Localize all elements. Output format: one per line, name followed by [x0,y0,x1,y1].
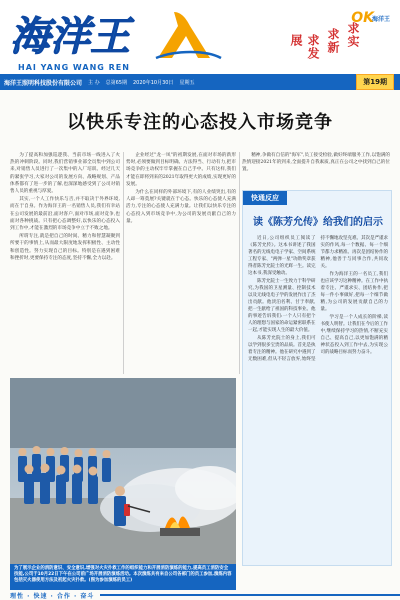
feature-paragraph: 陈芳允院士一生致力于科学研究,为我国的卫星测量、控制技术以及无线电电子学的发展作出了杰出贡献。他淡泊名利、甘于奉献,把一生献给了祖国的科技事业。他的事迹告诉我们:一个人只有把个人的理想与国家的命运紧密联系在一起,才能实现人生的最大价值。 [248,279,316,333]
article-column-1 [10,152,120,374]
footer-rule [100,594,400,596]
info-bar [0,74,400,90]
slogan-line-3: 求发展 [289,34,320,60]
feature-paragraph: 近日,公司组织员工阅读了《陈芳允传》。这本书讲述了我国著名的无线电电子学家、空间系统工程专家、"两弹一星"功勋奖章获得者陈芳允院士的光辉一生。读完这本书,我深受触动。 [248,236,316,276]
article-column-2 [126,152,236,374]
company-name: 海洋王照明科技股份有限公司 [4,79,83,87]
column-divider [123,152,124,374]
fire-drill-photo [10,378,236,564]
slogan-ok: OK [351,10,374,26]
article-paragraph: 其实,一个人工作快乐与否,并不取决于外界环境,而在于自身。作为海洋王的一名销售人员,我们有幸站在公司发展的最前沿,面对客户,面对市场,面对竞争,也面对各种挑战。只有把心态调整好,以快乐的心态投入到工作中,才能在激烈的市场竞争中立于不败之地。 [10,197,120,232]
masthead-latin: HAI YANG WANG REN [18,63,130,72]
feature-paragraph: 学习是一个人成长的阶梯,读书使人明智。让我们在今后的工作中,继续保持学习的热情,不断充实自己、提高自己,以更加饱满的精神状态投入到工作中去,为实现公司的战略目标而努力奋斗。 [320,315,388,355]
article-paragraph: 所谓专注,就是把自己的时间、精力和智慧凝聚到所要干的事情上,从而最大限度地发挥积极性、主动性和创造性。努力实现自己的目标。特别是在遇到困难和挫折时,更要保持专注的态度,坚持不懈,全力以赴。 [10,234,120,261]
slogan-block [262,8,392,68]
feature-title: 读《陈芳允传》给我们的启示 [253,217,383,228]
info-sponsor: 主 办 [88,79,100,86]
photo-caption: 为了展示企业的消防意识、安全意识,增强对火灾扑救工作的组织能力和开展消防演练的能力,提高员工消防安全技能,公司于10月22日下午在公司前广场开展消防演练活动。本次演练共有来自公司各部门的员工参加,演练内容包括灭火器使用方法及初起火灾扑救。(图为参加演练的员工) [10,564,236,590]
article-paragraph: 企业经过"龙一凤"的初期发展,在面对市场的新形势时,必须要做到目标明确、方法得当、行动有力,把市场竞争的主动权牢牢掌握在自己手中。只有这样,我们才能在即将到来的2021年取得更大的成绩,实现更好的发展。 [126,153,236,187]
footer [0,590,400,600]
masthead-logo-art [6,6,256,62]
article-intro: 精神,争做有自信的"海军",员工接受检验,做好终端服务工作,以饱满的热情迎接2021年的到来,全面提升自我素质,真正在公司之中找到自己的位置。 [242,153,390,173]
article-paragraph: 为什么在同样的外部环境下,有的人业绩突出,有的人却一筹莫展?关键就在于心态。快乐的心态使人充满活力,专注的心态使人充满力量。让我们以快乐专注的心态投入到市场竞争中,为公司的发展贡献自己的力量。 [126,190,236,224]
article-column-3 [242,152,390,192]
masthead-logo [6,6,256,62]
slogan-line-1: 求实 [346,22,360,48]
masthead [0,0,400,88]
feature-paragraph: 作为海洋王的一名员工,我们也应该学习这种精神。在工作中执着专注、严谨求实、团结协作,把每一件小事做好,把每一个细节做精,为公司的发展贡献自己的力量。 [320,272,388,312]
feature-body [248,235,388,561]
column-divider [239,152,240,374]
article-paragraph: 为了提高和加强巡逻我、当前市场一线进入了火热的冲刺阶段。同时,我们营销事业部全员集中到公司来,对销售人员进行了一次集中的入厂培训。经过几天的紧张学习,大家对公司的发展方向、战略规划、产品体系都有了进一步的了解,也深深地感受到了公司对销售人员的重视与厚爱。 [10,153,120,195]
feature-paragraph: 从陈芳允院士的身上,我们可以学到很多宝贵的品质。首先是执着专注的精神。他在研究中遇到了无数困难,但从不轻言放弃,始终坚持不懈地攻坚克难。其次是严谨求实的作风,每一个数据、每一个细节都力求精准。再次是团结协作的精神,他善于与同事合作,共同攻关。 [248,236,388,362]
feature-box [242,190,392,566]
slogan-brand: 海洋王 [371,16,390,23]
info-weekday: 星期五 [179,79,195,86]
masthead-title: 海洋王 [10,14,130,60]
feature-tag: 快通反应 [243,191,287,205]
issue-badge: 第19期 [356,74,394,90]
slogan-line-2: 求新 [326,28,340,54]
footer-motto: 理性 · 快速 · 合作 · 奋斗 [10,592,95,600]
info-total-issue: 总第65期 [105,79,127,86]
article-headline: 以快乐专注的心态投入市场竞争 [67,112,333,133]
info-date: 2020年10月30日 [132,79,174,86]
photo-illustration [10,378,236,564]
